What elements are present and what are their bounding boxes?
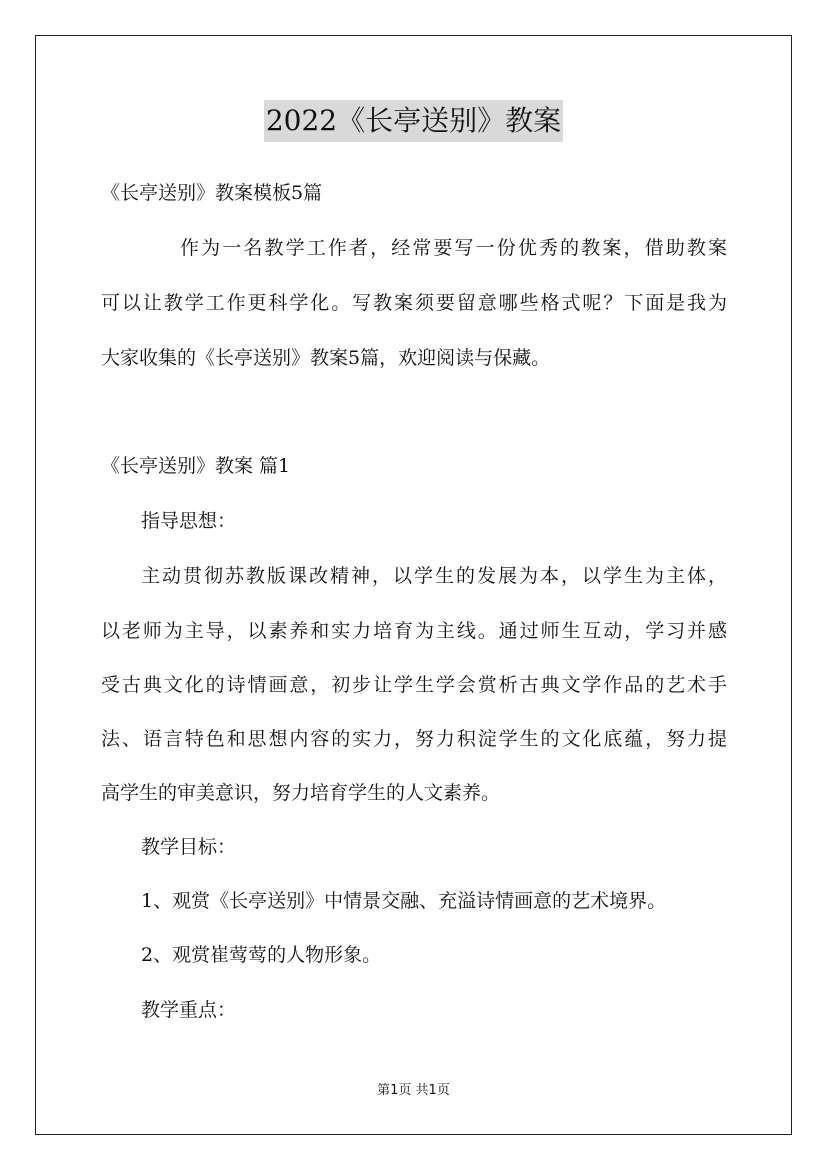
guiding-line-3: 受古典文化的诗情画意，初步让学生学会赏析古典文学作品的艺术手 <box>101 674 727 696</box>
section-heading: 《长亭送别》教案 篇1 <box>101 455 291 477</box>
intro-line-1: 作为一名教学工作者，经常要写一份优秀的教案，借助教案 <box>180 237 727 259</box>
document-subtitle: 《长亭送别》教案模板5篇 <box>101 182 323 204</box>
guiding-line-5: 高学生的审美意识，努力培育学生的人文素养。 <box>101 782 501 804</box>
title-container <box>0 100 827 142</box>
page-footer: 第1页 共1页 <box>377 1083 450 1098</box>
objective-item-1: 1、观赏《长亭送别》中情景交融、充溢诗情画意的艺术境界。 <box>141 890 667 912</box>
document-title: 2022《长亭送别》教案 <box>264 100 563 142</box>
objectives-heading: 教学目标： <box>141 836 237 858</box>
guiding-line-1: 主动贯彻苏教版课改精神，以学生的发展为本，以学生为主体， <box>141 565 727 587</box>
intro-line-3: 大家收集的《长亭送别》教案5篇，欢迎阅读与保藏。 <box>101 347 551 369</box>
key-points-heading: 教学重点： <box>141 999 237 1021</box>
objective-item-2: 2、观赏崔莺莺的人物形象。 <box>141 944 382 966</box>
intro-line-2: 可以让教学工作更科学化。写教案须要留意哪些格式呢？下面是我为 <box>101 292 727 314</box>
guiding-line-2: 以老师为主导，以素养和实力培育为主线。通过师生互动，学习并感 <box>101 620 727 642</box>
guiding-line-4: 法、语言特色和思想内容的实力，努力积淀学生的文化底蕴，努力提 <box>101 728 727 750</box>
guiding-heading: 指导思想： <box>141 510 237 532</box>
